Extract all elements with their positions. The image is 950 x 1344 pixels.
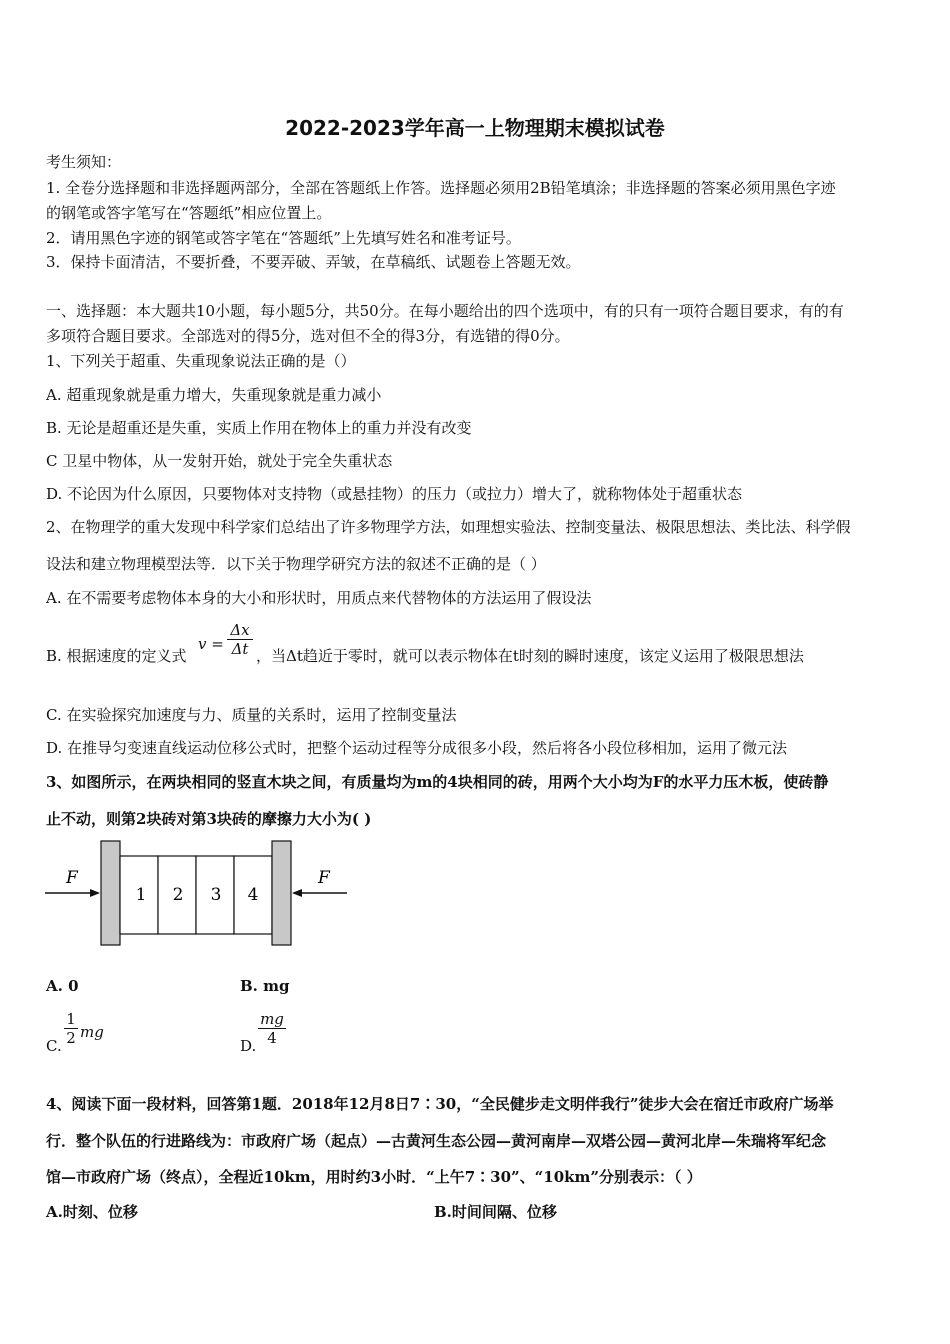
question-3-stem-cont: 止不动，则第2块砖对第3块砖的摩擦力大小为( )	[46, 810, 372, 828]
question-1-option-c: C 卫星中物体，从一发射开始，就处于完全失重状态	[46, 452, 393, 470]
question-1-option-a: A. 超重现象就是重力增大，失重现象就是重力减小	[46, 386, 382, 404]
force-label-right: F	[318, 868, 330, 888]
option-d-fraction	[258, 1010, 286, 1047]
force-label-left: F	[66, 868, 78, 888]
brick-label: 3	[210, 885, 222, 905]
question-1-option-b: B. 无论是超重还是失重，实质上作用在物体上的重力并没有改变	[46, 419, 472, 437]
question-4-option-b: B.时间间隔、位移	[434, 1203, 557, 1221]
notice-item: 的钢笔或答字笔写在“答题纸”相应位置上。	[46, 204, 332, 222]
velocity-fraction	[227, 621, 253, 658]
question-2-option-b-prefix: B. 根据速度的定义式	[46, 647, 187, 665]
question-4-stem: 4、阅读下面一段材料，回答第1题．2018年12月8日7∶30，“全民健步走文明伴我行”徒步大会在宿迁市政府广场举	[46, 1095, 834, 1113]
wooden-board-right	[272, 841, 291, 945]
page-title: 2022-2023学年高一上物理期末模拟试卷	[285, 116, 665, 140]
question-1-option-d: D. 不论因为什么原因，只要物体对支持物（或悬挂物）的压力（或拉力）增大了，就称物体处于超重状态	[46, 485, 743, 503]
question-3-option-c-label: C.	[46, 1037, 62, 1055]
notice-item: 1. 全卷分选择题和非选择题两部分，全部在答题纸上作答。选择题必须用2B铅笔填涂；非选择题的答案必须用黑色字迹	[46, 179, 836, 197]
question-2-stem-cont: 设法和建立物理模型法等．以下关于物理学研究方法的叙述不正确的是（ ）	[46, 555, 546, 573]
brick-label: 1	[135, 885, 147, 905]
fraction-numerator: Δx	[230, 621, 250, 639]
question-3-option-d-label: D.	[240, 1037, 257, 1055]
question-2-option-b-suffix: ，当Δt趋近于零时，就可以表示物体在t时刻的瞬时速度，该定义运用了极限思想法	[256, 647, 804, 665]
question-1-stem: 1、下列关于超重、失重现象说法正确的是（）	[46, 352, 356, 370]
brick-figure	[40, 838, 360, 950]
notice-item: 3．保持卡面清洁，不要折叠，不要弄破、弄皱，在草稿纸、试题卷上答题无效。	[46, 253, 581, 271]
brick-label: 4	[247, 885, 259, 905]
question-3-stem: 3、如图所示，在两块相同的竖直木块之间，有质量均为m的4块相同的砖，用两个大小均为F的水平力压木板，使砖静	[46, 773, 829, 791]
question-2-option-a: A. 在不需要考虑物体本身的大小和形状时，用质点来代替物体的方法运用了假设法	[46, 589, 592, 607]
arrow-head-right	[292, 889, 302, 897]
question-4-stem-cont: 馆—市政府广场（终点），全程近10km，用时约3小时．“上午7∶30”、“10km”分别表示：（ ）	[46, 1168, 702, 1186]
question-3-option-b: B. mg	[240, 977, 290, 995]
question-4-stem-cont: 行．整个队伍的行进路线为：市政府广场（起点）—古黄河生态公园—黄河南岸—双塔公园—黄河北岸—朱瑞将军纪念	[46, 1132, 827, 1150]
question-2-option-c: C. 在实验探究加速度与力、质量的关系时，运用了控制变量法	[46, 706, 457, 724]
question-4-option-a: A.时刻、位移	[46, 1203, 138, 1221]
fraction-numerator: mg	[260, 1010, 284, 1028]
arrow-head-left	[90, 889, 100, 897]
brick-label: 2	[172, 885, 184, 905]
fraction-denominator: 4	[267, 1029, 277, 1047]
section-heading: 一、选择题：本大题共10小题，每小题5分，共50分。在每小题给出的四个选项中，有的只有一项符合题目要求，有的有	[46, 302, 844, 320]
question-3-option-a: A. 0	[46, 977, 79, 995]
wooden-board-left	[101, 841, 120, 945]
formula-lhs: v =	[198, 635, 224, 653]
fraction-denominator: 2	[66, 1029, 76, 1047]
notice-item: 2．请用黑色字迹的钢笔或答字笔在“答题纸”上先填写姓名和准考证号。	[46, 229, 521, 247]
question-2-stem: 2、在物理学的重大发现中科学家们总结出了许多物理学方法，如理想实验法、控制变量法、极限思想法、类比法、科学假	[46, 518, 851, 536]
option-c-mg: mg	[80, 1023, 104, 1041]
fraction-denominator: Δt	[231, 640, 249, 658]
section-heading-cont: 多项符合题目要求。全部选对的得5分，选对但不全的得3分，有选错的得0分。	[46, 327, 570, 345]
fraction-numerator: 1	[66, 1010, 76, 1028]
question-2-option-d: D. 在推导匀变速直线运动位移公式时，把整个运动过程等分成很多小段，然后将各小段位移相加，运用了微元法	[46, 739, 788, 757]
notice-heading: 考生须知：	[46, 153, 122, 171]
option-c-fraction	[64, 1010, 78, 1047]
